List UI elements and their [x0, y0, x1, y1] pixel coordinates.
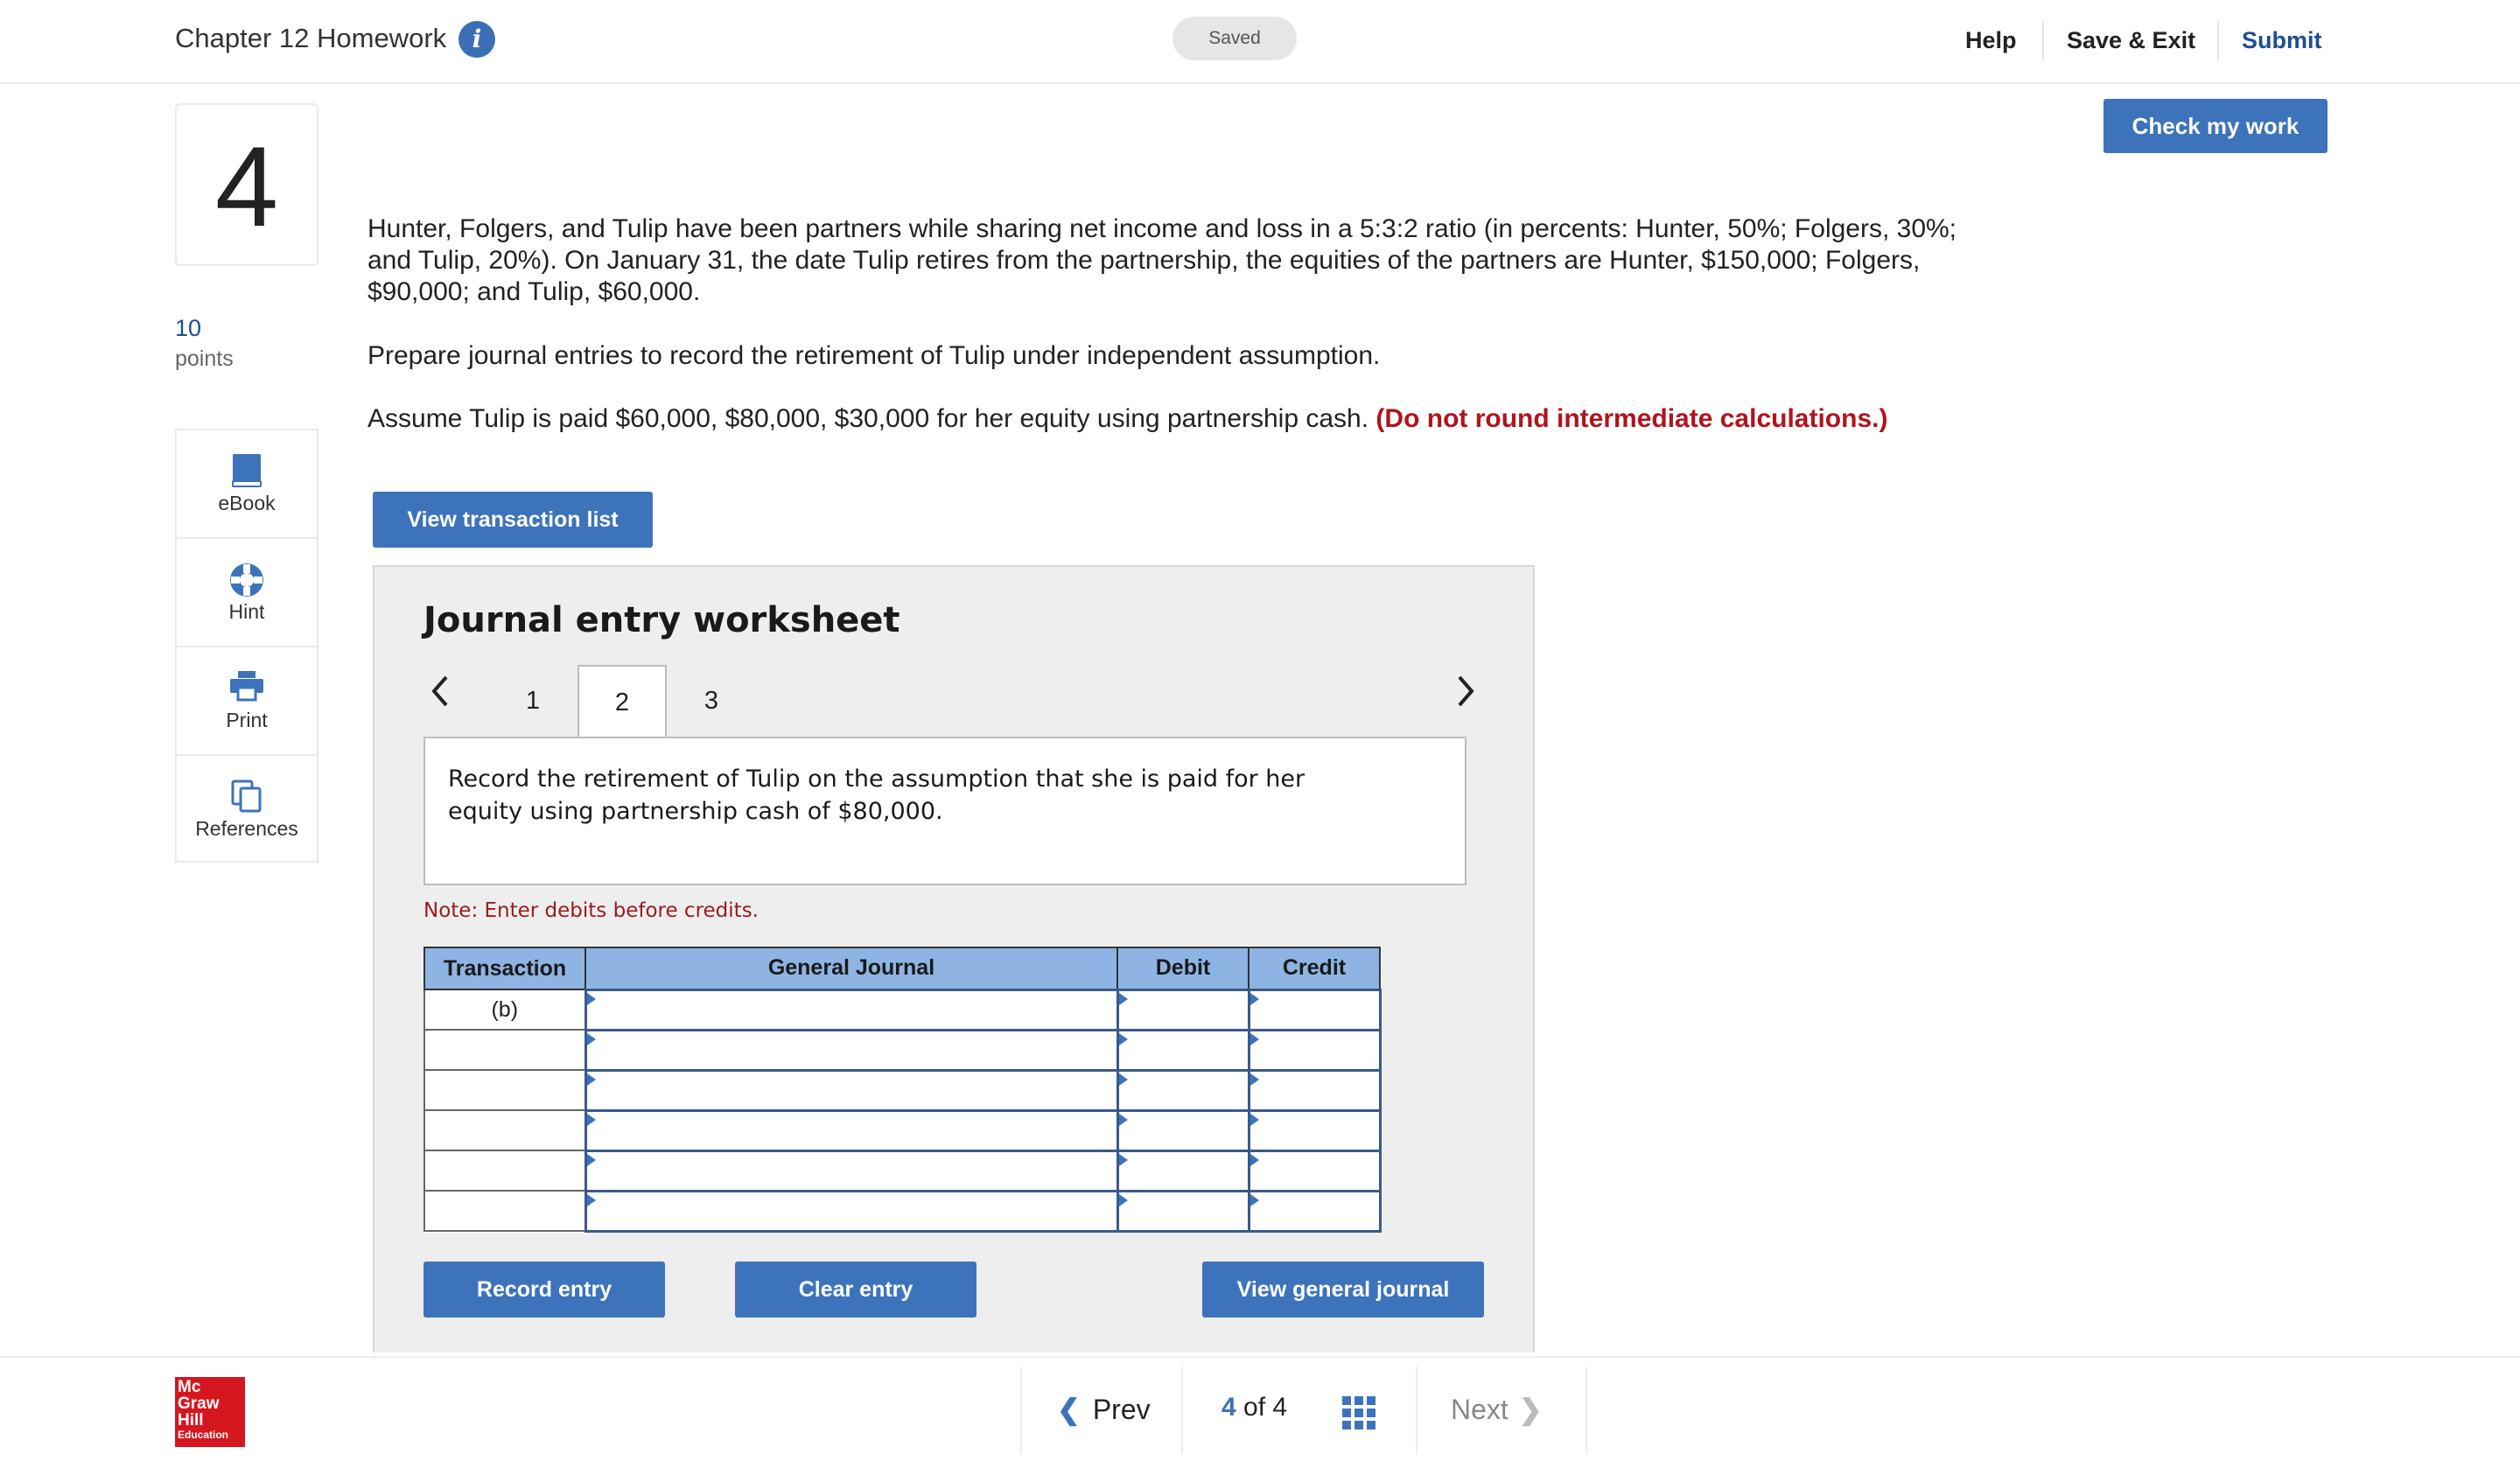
prev-button[interactable] — [1057, 1393, 1151, 1426]
credit-input[interactable] — [1249, 1150, 1380, 1191]
pager-divider — [1416, 1367, 1418, 1454]
logo-line: Mc — [178, 1378, 201, 1396]
page-of: of — [1243, 1393, 1266, 1422]
debit-input[interactable] — [1117, 1030, 1249, 1070]
tab-1[interactable]: 1 — [525, 687, 541, 715]
view-general-journal-button[interactable]: View general journal — [1202, 1262, 1484, 1318]
transaction-cell — [424, 1110, 585, 1150]
header-divider — [2042, 21, 2044, 61]
header-divider — [2217, 21, 2219, 61]
points-value: 10 — [175, 315, 202, 341]
credit-input[interactable] — [1249, 1191, 1380, 1231]
transaction-cell — [424, 1150, 585, 1191]
transaction-cell — [424, 1191, 585, 1231]
next-button[interactable] — [1451, 1393, 1543, 1426]
check-my-work-button[interactable]: Check my work — [2104, 99, 2328, 153]
question-text: Hunter, Folgers, and Tulip have been partners while sharing net income and loss in a 5:3:2 ratio (in percents: Hunter, 50%; Folgers, 30%; and Tulip, 20%). On January 31, the date Tulip retires from the partnership, the equities of the partners are Hunter, $150,000; Folgers, $90,000; and Tulip, $60,000. — [368, 214, 1957, 306]
view-transaction-list-button[interactable]: View transaction list — [373, 492, 653, 548]
account-input[interactable] — [585, 989, 1117, 1030]
info-icon[interactable]: i — [458, 21, 495, 58]
account-input[interactable] — [585, 1150, 1117, 1191]
save-exit-link[interactable]: Save & Exit — [2067, 27, 2196, 53]
account-input[interactable] — [585, 1110, 1117, 1150]
current-page: 4 — [1222, 1393, 1236, 1422]
debit-input[interactable] — [1117, 1150, 1249, 1191]
logo-line: Graw — [178, 1395, 220, 1413]
points-label: points — [175, 346, 234, 371]
pager-divider — [1181, 1367, 1183, 1454]
help-link[interactable]: Help — [1965, 27, 2017, 53]
prev-label: Prev — [1092, 1394, 1151, 1425]
col-header-transaction: Transaction — [424, 947, 585, 989]
chevron-right-icon[interactable] — [1452, 674, 1479, 709]
question-tools — [175, 429, 318, 863]
col-header-general-journal: General Journal — [585, 947, 1117, 989]
debit-credit-note: Note: Enter debits before credits. — [424, 899, 759, 922]
print-button[interactable] — [175, 646, 318, 754]
transaction-cell: (b) — [424, 989, 585, 1030]
col-header-credit: Credit — [1249, 947, 1380, 989]
grid-icon[interactable] — [1342, 1396, 1376, 1434]
book-icon — [231, 453, 262, 493]
question-number: 4 — [175, 103, 318, 266]
footer — [0, 1356, 2520, 1461]
debit-input[interactable] — [1117, 989, 1249, 1030]
question-assumption — [368, 404, 1887, 434]
question-instruction: Prepare journal entries to record the retirement of Tulip under independent assumption. — [368, 341, 1381, 370]
references-label: References — [195, 817, 298, 840]
credit-input[interactable] — [1249, 989, 1380, 1030]
chevron-left-icon[interactable] — [427, 674, 453, 709]
table-row — [424, 989, 1380, 1030]
question-pager — [1020, 1367, 1587, 1454]
references-button[interactable] — [175, 754, 318, 863]
account-input[interactable] — [585, 1191, 1117, 1231]
table-row — [424, 1110, 1380, 1150]
submit-link[interactable]: Submit — [2242, 27, 2322, 53]
credit-input[interactable] — [1249, 1070, 1380, 1110]
journal-entry-worksheet — [373, 565, 1535, 1353]
account-input[interactable] — [585, 1030, 1117, 1070]
mcgraw-hill-logo — [175, 1377, 245, 1447]
col-header-debit: Debit — [1117, 947, 1249, 989]
worksheet-title: Journal entry worksheet — [424, 600, 900, 640]
table-row — [424, 1070, 1380, 1110]
top-header — [0, 0, 2520, 84]
record-entry-button[interactable]: Record entry — [424, 1262, 665, 1318]
logo-line: Hill — [178, 1411, 204, 1430]
credit-input[interactable] — [1249, 1030, 1380, 1070]
saved-status-badge: Saved — [1172, 17, 1297, 60]
debit-input[interactable] — [1117, 1110, 1249, 1150]
table-row — [424, 1150, 1380, 1191]
hint-label: Hint — [228, 600, 265, 623]
assignment-title: Chapter 12 Homework — [175, 23, 447, 53]
assumption-text: Assume Tulip is paid $60,000, $80,000, $30,000 for her equity using partnership cash. — [368, 404, 1369, 433]
chevron-left-icon: ❮ — [1057, 1394, 1081, 1425]
rounding-note: (Do not round intermediate calculations.) — [1376, 404, 1888, 433]
copy-icon — [230, 779, 263, 818]
clear-entry-button[interactable]: Clear entry — [735, 1262, 976, 1318]
page-indicator[interactable] — [1222, 1393, 1287, 1423]
debit-input[interactable] — [1117, 1191, 1249, 1231]
total-pages: 4 — [1272, 1393, 1288, 1422]
print-label: Print — [226, 709, 268, 731]
chevron-right-icon: ❯ — [1518, 1394, 1543, 1425]
printer-icon — [229, 670, 264, 706]
hint-button[interactable] — [175, 537, 318, 646]
debit-input[interactable] — [1117, 1070, 1249, 1110]
logo-line: Education — [178, 1429, 229, 1441]
entry-description-text: Record the retirement of Tulip on the assumption that she is paid for her equity using partnership cash of $80,000. — [448, 765, 1306, 825]
journal-entry-table — [424, 947, 1382, 1233]
table-row — [424, 1030, 1380, 1070]
ebook-label: eBook — [218, 492, 276, 514]
table-row — [424, 1191, 1380, 1231]
lifebuoy-icon — [228, 562, 265, 603]
tab-2[interactable]: 2 — [578, 665, 667, 738]
transaction-cell — [424, 1030, 585, 1070]
tab-3[interactable]: 3 — [704, 687, 719, 715]
entry-description — [424, 737, 1466, 885]
credit-input[interactable] — [1249, 1110, 1380, 1150]
account-input[interactable] — [585, 1070, 1117, 1110]
transaction-cell — [424, 1070, 585, 1110]
next-label: Next — [1451, 1394, 1508, 1425]
ebook-button[interactable] — [175, 429, 318, 537]
